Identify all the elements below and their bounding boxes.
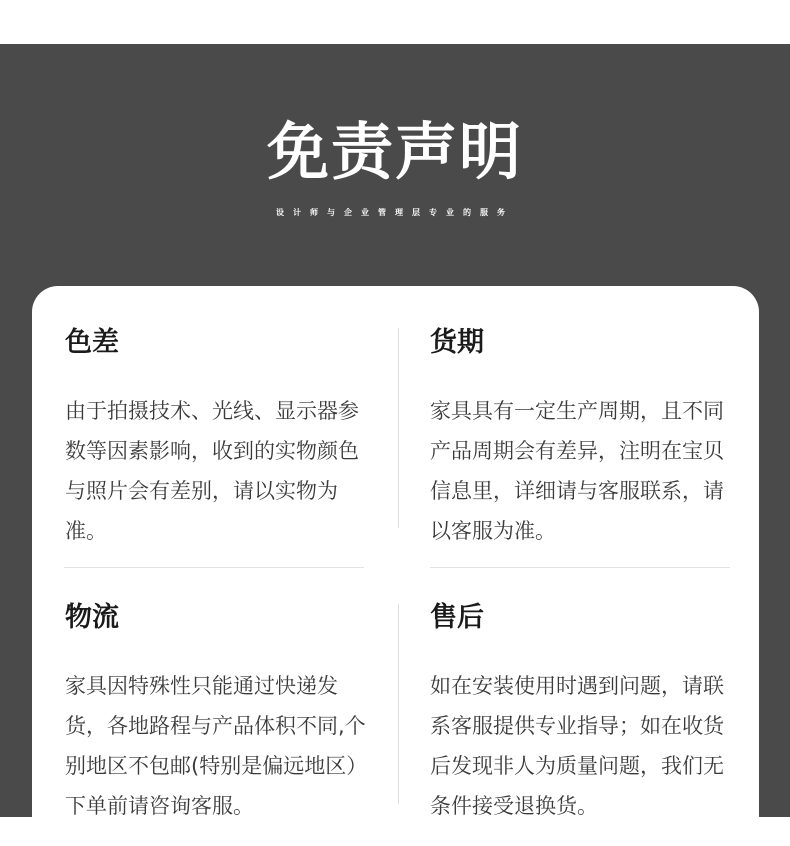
section-body: 如在安装使用时遇到问题，请联系客服提供专业指导；如在收货后发现非人为质量问题，我们无条件接受退换货。	[430, 674, 724, 818]
top-strip	[0, 0, 790, 44]
row-divider-left	[64, 567, 364, 568]
section-body: 家具因特殊性只能通过快递发货，各地路程与产品体积不同,个别地区不包邮(特别是偏远地区）下单前请咨询客服。	[65, 674, 368, 818]
section-body: 家具具有一定生产周期，且不同产品周期会有差异，注明在宝贝信息里，详细请与客服联系，请以客服为准。	[430, 399, 724, 543]
section-color-difference	[65, 326, 370, 551]
column-divider-top	[398, 328, 399, 528]
page-title: 免责声明	[266, 115, 523, 188]
section-title: 售后	[430, 602, 484, 633]
section-body: 由于拍摄技术、光线、显示器参数等因素影响，收到的实物颜色与照片会有差别，请以实物为准。	[65, 399, 359, 543]
section-logistics	[65, 601, 370, 826]
section-title: 货期	[430, 327, 484, 358]
disclaimer-card	[32, 286, 759, 846]
page-subtitle: 设计师与企业管理层专业的服务	[276, 208, 514, 217]
section-title: 物流	[65, 602, 119, 633]
column-divider-bottom	[398, 604, 399, 804]
section-title: 色差	[65, 327, 119, 358]
section-after-sales	[430, 601, 735, 826]
section-delivery-time	[430, 326, 735, 551]
row-divider-right	[430, 567, 730, 568]
